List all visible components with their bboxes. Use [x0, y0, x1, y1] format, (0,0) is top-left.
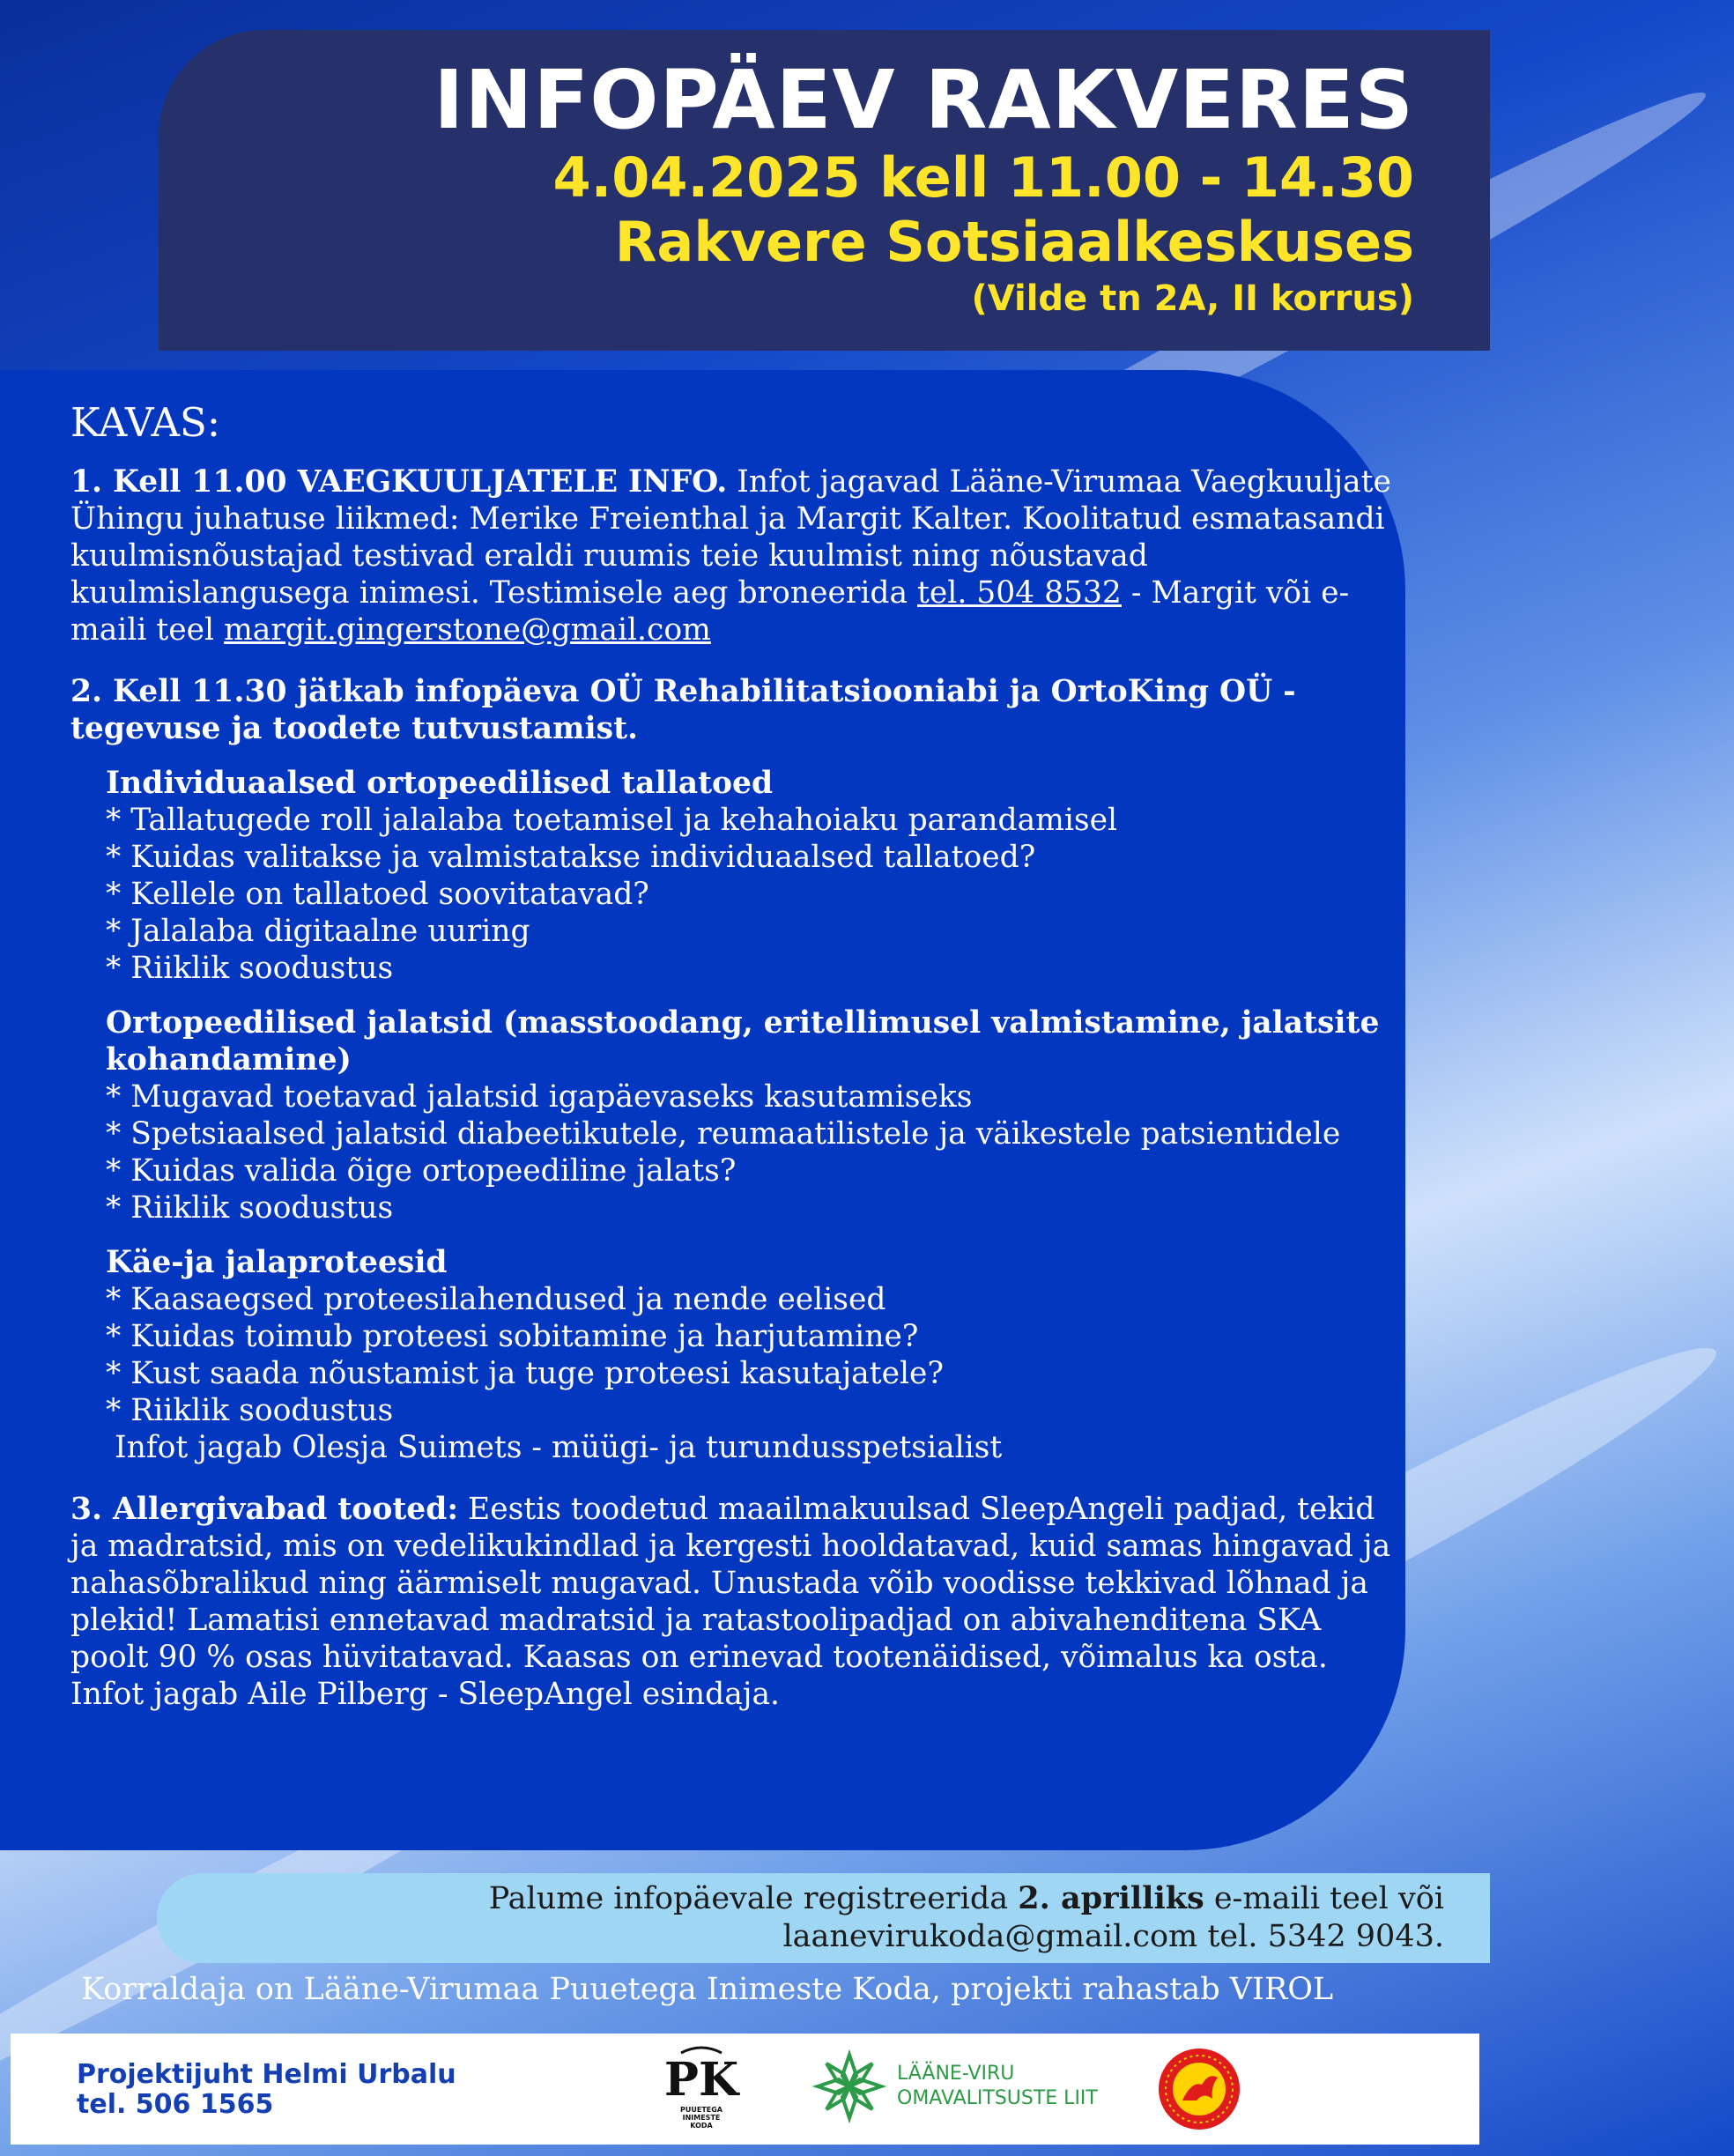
project-manager-phone: tel. 506 1565	[77, 2089, 274, 2120]
logo2-line: OMAVALITSUSTE LIIT	[897, 2087, 1098, 2109]
agenda-section-3	[70, 1491, 1392, 1676]
logo2-text	[897, 2062, 1126, 2111]
section-1-lead: 1. Kell 11.00 VAEGKUULJATELE INFO.	[70, 464, 728, 500]
list-item: * Kuidas toimub proteesi sobitamine ja harjutamine?	[106, 1319, 919, 1354]
section-2-lead: 2. Kell 11.30 jätkab infopäeva OÜ Rehabilitatsiooniabi ja OrtoKing OÜ - tegevuse ja toodete tutvustamist.	[70, 674, 1296, 746]
logo1-line: INIMESTE	[682, 2114, 721, 2122]
section-1-middle: - Margit või e-maili teel	[70, 575, 1350, 648]
registration-text	[489, 1879, 1444, 1956]
list-item: * Kuidas valitakse ja valmistatakse individuaalsed tallatoed?	[106, 840, 1036, 875]
email-link[interactable]: margit.gingerstone@gmail.com	[224, 612, 711, 648]
phone-link[interactable]: tel. 504 8532	[917, 575, 1122, 611]
agenda-content	[70, 396, 1392, 1713]
section-1-text: Infot jagavad Lääne-Virumaa Vaegkuuljate Ühingu juhatuse liikmed: Merike Freienthal ja Margit Kalter. Koolitatud esmatasandi kuulmisnõustajad testivad eraldi ruumis teie kuulmist ning nõustavad kuulmislangusega inimesi. Testimisele aeg broneerida	[70, 464, 1391, 611]
product-group-footwear	[106, 1004, 1392, 1226]
rakvere-vage-tais-logo	[1156, 2046, 1242, 2136]
agenda-section-1	[70, 463, 1392, 648]
logo2-line: LÄÄNE-VIRU	[897, 2063, 1015, 2085]
product-group-insoles	[106, 765, 1392, 987]
registration-bar	[157, 1873, 1490, 1963]
group-title: Individuaalsed ortopeedilised tallatoed	[106, 766, 774, 801]
group-title: Käe-ja jalaproteesid	[106, 1245, 448, 1280]
registration-contact: laanevirukoda@gmail.com tel. 5342 9043.	[782, 1919, 1444, 1954]
header-text	[434, 55, 1414, 322]
svg-text:PK: PK	[663, 2053, 739, 2107]
laane-viru-omavalitsuste-liit-logo	[812, 2049, 1098, 2127]
product-group-prostheses	[106, 1244, 1392, 1466]
list-item: * Riiklik soodustus	[106, 1393, 394, 1428]
list-item: * Mugavad toetavad jalatsid igapäevaseks kasutamiseks	[106, 1079, 973, 1115]
section-3-lead: 3. Allergivabad tooted:	[70, 1492, 459, 1527]
section-3-text: Eestis toodetud maailmakuulsad SleepAngeli padjad, tekid ja madratsid, mis on vedelikukindlad ja kergesti hooldatavad, kuid samas hingavad ja nahasõbralikud ning äärmiselt mugavad. Unustada võib voodisse tekkivad lõhnad ja plekid! Lamatisi ennetavad madratsid ja ratastoolipadjad on abivahenditena SKA poolt 90 % osas hüvitatavad. Kaasas on erinevad tootenäidised, võimalus ka osta.	[70, 1492, 1391, 1675]
list-item: * Spetsiaalsed jalatsid diabeetikutele, reumaatilistele ja väikestele patsientidele	[106, 1116, 1341, 1152]
event-address: (Vilde tn 2A, II korrus)	[971, 278, 1414, 319]
group-title: Ortopeedilised jalatsid (masstoodang, eritellimusel valmistamine, jalatsite kohandamine)	[106, 1005, 1380, 1078]
rakvere-emblem-icon	[1156, 2046, 1242, 2132]
event-title: INFOPÄEV RAKVERES	[434, 53, 1414, 147]
list-item: * Riiklik soodustus	[106, 951, 394, 986]
registration-text-2: e-maili teel või	[1204, 1881, 1444, 1916]
list-item: * Kellele on tallatoed soovitatavad?	[106, 877, 649, 912]
pk-logo-icon	[663, 2044, 739, 2107]
list-item: * Kust saada nõustamist ja tuge proteesi kasutajatele?	[106, 1356, 944, 1391]
event-place: Rakvere Sotsiaalkeskuses	[614, 210, 1414, 274]
section-2-presenter: Infot jagab Olesja Suimets - müügi- ja turundusspetsialist	[115, 1430, 1003, 1465]
logo1-line: KODA	[690, 2122, 713, 2130]
list-item: * Riiklik soodustus	[106, 1190, 394, 1226]
project-manager-name: Projektijuht Helmi Urbalu	[77, 2059, 456, 2090]
section-3-presenter: Infot jagab Aile Pilberg - SleepAngel esindaja.	[70, 1677, 780, 1712]
registration-deadline: 2. aprilliks	[1018, 1880, 1204, 1916]
organizer-line: Korraldaja on Lääne-Virumaa Puuetega Inimeste Koda, projekti rahastab VIROL	[81, 1972, 1334, 2007]
logo1-line: PUUETEGA	[680, 2106, 722, 2114]
footer-bar	[11, 2034, 1479, 2145]
agenda-heading: KAVAS:	[70, 399, 220, 446]
event-date-time: 4.04.2025 kell 11.00 - 14.30	[552, 145, 1414, 210]
list-item: * Kaasaegsed proteesilahendused ja nende eelised	[106, 1282, 886, 1317]
puuetega-inimeste-koda-logo	[659, 2044, 744, 2141]
list-item: * Tallatugede roll jalalaba toetamisel ja kehahoiaku parandamisel	[106, 803, 1118, 838]
project-manager	[77, 2060, 456, 2120]
registration-text-1: Palume infopäevale registreerida	[488, 1881, 1019, 1916]
list-item: * Jalalaba digitaalne uuring	[106, 914, 530, 949]
list-item: * Kuidas valida õige ortopeediline jalats?	[106, 1153, 737, 1189]
flower-icon	[812, 2049, 886, 2123]
